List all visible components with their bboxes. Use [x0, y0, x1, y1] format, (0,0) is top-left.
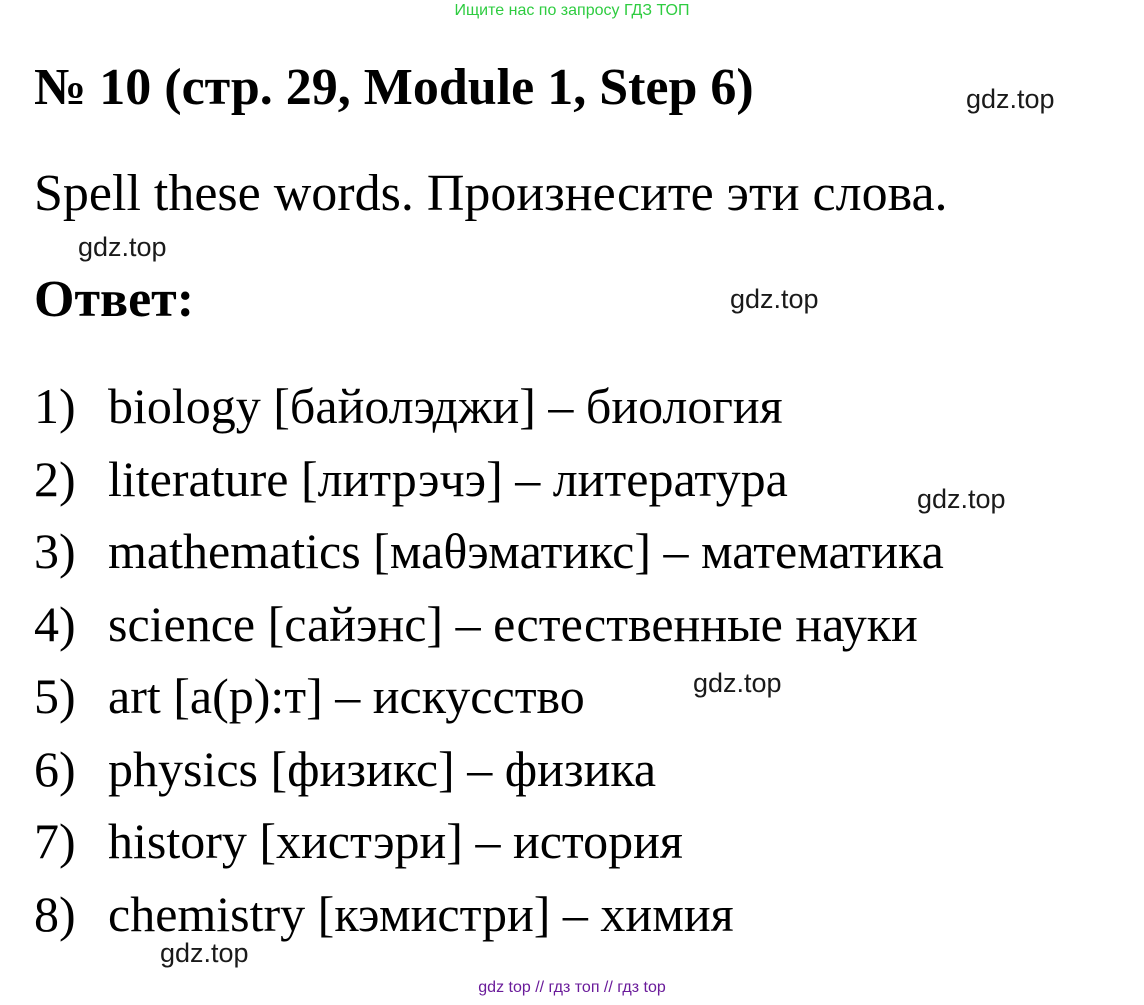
item-text: chemistry [кэмистри] – химия	[108, 885, 734, 942]
item-text: literature [литрэчэ] – литература	[108, 450, 788, 507]
list-item	[34, 593, 944, 666]
item-text: mathematics [маθэматикс] – математика	[108, 523, 944, 579]
list-item	[34, 738, 944, 811]
item-number: 7)	[34, 813, 76, 869]
item-number: 8)	[34, 885, 76, 942]
watermark: gdz.top	[78, 232, 167, 262]
list-item	[34, 810, 944, 883]
watermark: gdz.top	[917, 484, 1006, 514]
search-banner: Ищите нас по запросу ГДЗ ТОП	[454, 2, 690, 19]
page-title: № 10 (стр. 29, Module 1, Step 6)	[34, 59, 754, 116]
item-text: biology [байолэджи] – биология	[108, 378, 783, 434]
item-number: 1)	[34, 378, 76, 434]
item-text: physics [физикс] – физика	[108, 740, 657, 797]
item-number: 2)	[34, 450, 76, 507]
answer-label: Ответ:	[34, 271, 195, 328]
item-text: science [сайэнс] – естественные науки	[108, 595, 918, 652]
watermark: gdz.top	[966, 84, 1055, 114]
task-text: Spell these words. Произнесите эти слова.	[34, 165, 948, 222]
list-item	[34, 665, 944, 738]
watermark: gdz.top	[730, 284, 819, 314]
item-number: 5)	[34, 668, 76, 724]
list-item	[34, 375, 944, 448]
item-text: history [хистэри] – история	[108, 813, 683, 869]
footer-text: gdz top // гдз топ // гдз top	[478, 979, 666, 996]
list-item	[34, 520, 944, 593]
item-number: 3)	[34, 523, 76, 579]
item-number: 4)	[34, 595, 76, 652]
list-item	[34, 448, 944, 521]
item-number: 6)	[34, 740, 76, 797]
watermark: gdz.top	[693, 668, 782, 698]
item-text: art [а(р):т] – искусство	[108, 668, 585, 724]
watermark: gdz.top	[160, 938, 249, 968]
answer-list	[34, 375, 944, 955]
